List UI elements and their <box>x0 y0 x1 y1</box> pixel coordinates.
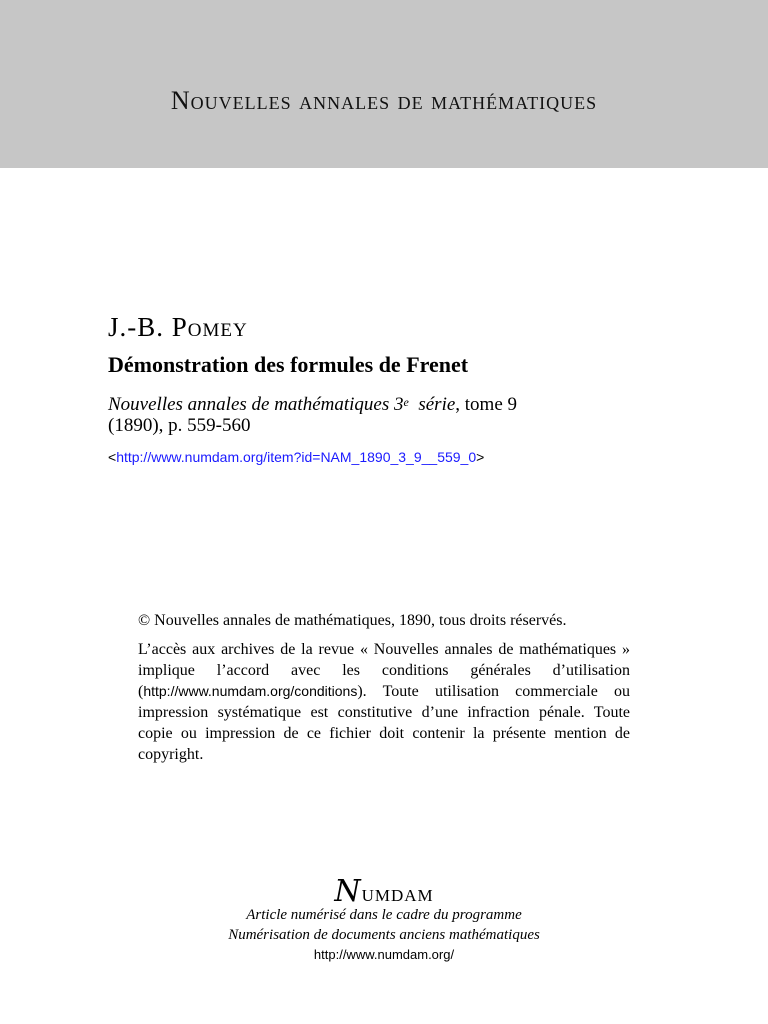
footer-url <box>0 947 768 962</box>
citation-series-word: série <box>418 394 456 415</box>
numdam-logo-rest: umdam <box>361 881 434 907</box>
numdam-logo-initial: N <box>334 874 362 909</box>
citation-year-pages: (1890), p. 559-560 <box>108 415 251 436</box>
article-title: Démonstration des formules de Frenet <box>108 352 469 377</box>
url-close-bracket: > <box>476 449 485 465</box>
footer-digitization-line: Numérisation de documents anciens mathématiques <box>228 927 540 943</box>
journal-header: Nouvelles annales de mathématiques <box>170 86 598 115</box>
conditions-url[interactable]: http://www.numdam.org/conditions <box>143 683 358 699</box>
citation-series-sup: e <box>403 395 409 409</box>
access-terms <box>138 639 630 765</box>
access-terms-post: ). Toute utilisation commerciale ou impression systématique est constitutive d’une infraction pénale. Toute copie ou impression de ce fichier doit contenir la présente mention de copyright. <box>138 683 630 763</box>
numdam-home-link[interactable]: http://www.numdam.org/ <box>313 947 455 962</box>
article-url-line <box>108 449 484 465</box>
citation-volume: , tome 9 <box>455 394 518 415</box>
header-band <box>0 0 768 168</box>
copyright-block <box>138 610 630 773</box>
access-terms-pre: L’accès aux archives de la revue « Nouvelles annales de mathématiques » implique l’accord avec les conditions générales d’utilisation ( <box>138 641 630 700</box>
url-open-bracket: < <box>108 449 117 465</box>
article-citation <box>108 394 668 436</box>
footer-program-line: Article numérisé dans le cadre du programme <box>246 907 522 923</box>
copyright-notice: © Nouvelles annales de mathématiques, 1890, tous droits réservés. <box>138 612 567 629</box>
numdam-logo <box>0 874 768 909</box>
citation-journal: Nouvelles annales de mathématiques 3 <box>108 394 404 415</box>
article-url-link[interactable]: http://www.numdam.org/item?id=NAM_1890_3_9__559_0 <box>116 449 477 465</box>
article-author: J.-B. Pomey <box>108 312 248 342</box>
